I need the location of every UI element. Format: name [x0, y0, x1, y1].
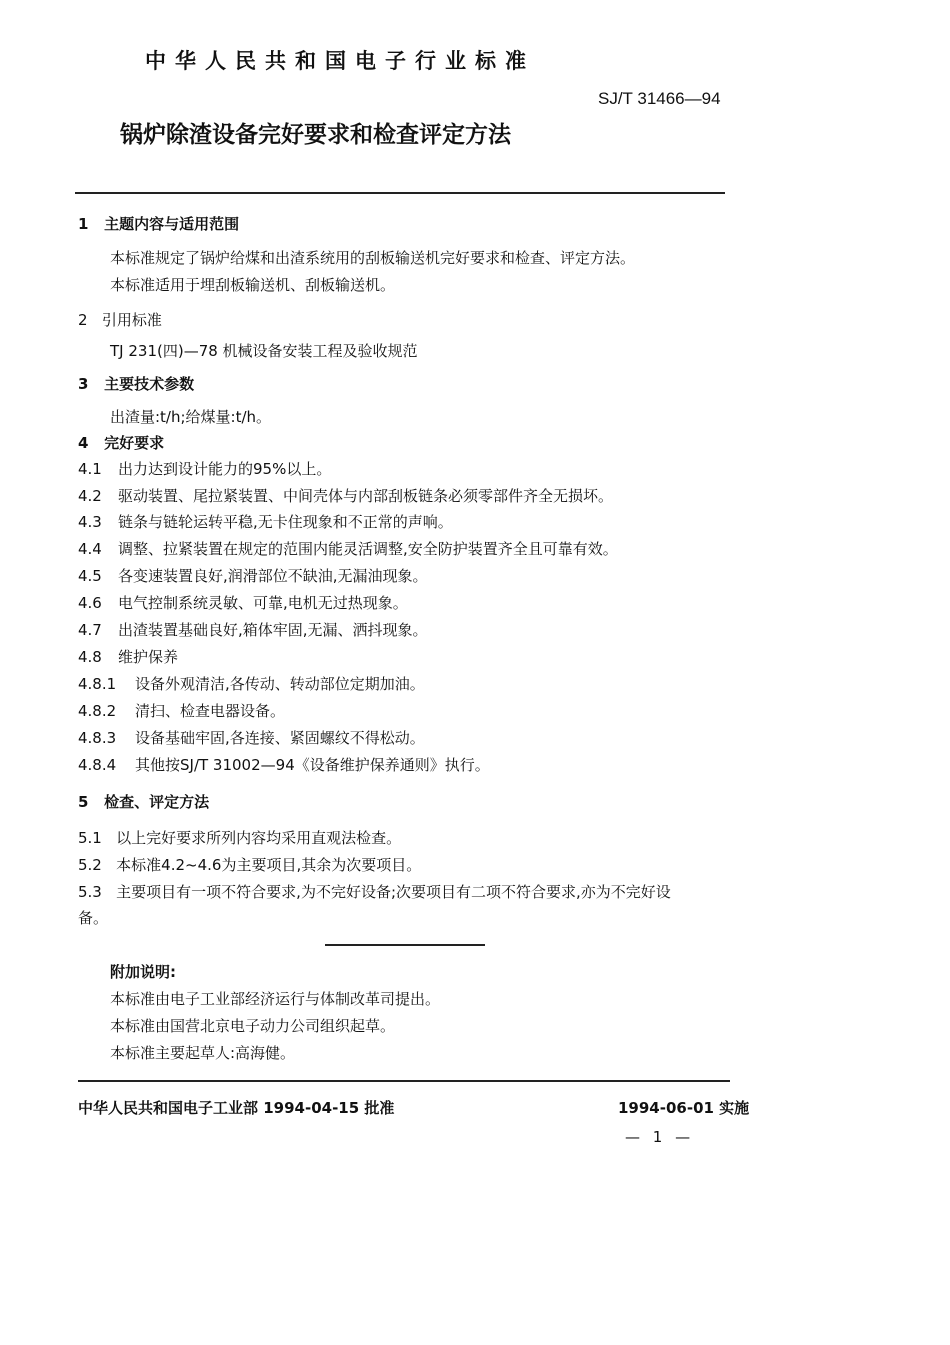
clause-text: 出渣装置基础良好,箱体牢固,无漏、洒抖现象。: [118, 621, 428, 639]
clause-5-3: 5.3 主要项目有一项不符合要求,为不完好设备;次要项目有二项不符合要求,亦为不完好设: [78, 883, 671, 901]
clause-text: 清扫、检查电器设备。: [135, 702, 286, 720]
appendix-line: 本标准主要起草人:高海健。: [110, 1044, 296, 1062]
clause-text: 各变速装置良好,润滑部位不缺油,无漏油现象。: [118, 567, 428, 585]
clause-number: 4.2: [78, 487, 102, 505]
approval-line: 中华人民共和国电子工业部 1994-04-15 批准: [78, 1099, 395, 1117]
section-4-heading: 4 完好要求: [78, 434, 165, 452]
clause-4-2: [78, 486, 613, 506]
clause-4-3: [78, 512, 453, 532]
paragraph: 出渣量:t/h;给煤量:t/h。: [110, 408, 272, 426]
clause-4-8: [78, 647, 178, 667]
clause-4-8-2: [78, 701, 285, 721]
clause-number: 4.7: [78, 621, 102, 639]
clause-4-7: [78, 620, 428, 640]
section-3-heading: 3 主要技术参数: [78, 375, 195, 393]
section-2-heading: 2 引用标准: [78, 311, 162, 329]
clause-4-4: [78, 539, 618, 559]
document-title: 锅炉除渣设备完好要求和检查评定方法: [120, 122, 511, 148]
clause-number: 4.6: [78, 594, 102, 612]
appendix-line: 本标准由电子工业部经济运行与体制改革司提出。: [110, 990, 441, 1008]
clause-4-5: [78, 566, 428, 586]
section-5-heading: 5 检查、评定方法: [78, 793, 210, 811]
clause-4-6: [78, 593, 408, 613]
paragraph: 本标准规定了锅炉给煤和出渣系统用的刮板输送机完好要求和检查、评定方法。: [110, 249, 636, 267]
clause-text: 设备基础牢固,各连接、紧固螺纹不得松动。: [135, 729, 425, 747]
clause-number: 4.8.4: [78, 756, 117, 774]
short-rule: [325, 944, 485, 946]
clause-number: 4.8: [78, 648, 102, 666]
top-rule: [75, 192, 725, 194]
clause-text: 设备外观清洁,各传动、转动部位定期加油。: [135, 675, 425, 693]
clause-number: 4.8.1: [78, 675, 117, 693]
footer-rule: [78, 1080, 730, 1082]
clause-number: 4.8.3: [78, 729, 117, 747]
clause-number: 4.3: [78, 513, 102, 531]
clause-text: 调整、拉紧装置在规定的范围内能灵活调整,安全防护装置齐全且可靠有效。: [118, 540, 618, 558]
clause-4-1: [78, 459, 331, 479]
clause-text: 其他按SJ/T 31002—94《设备维护保养通则》执行。: [135, 756, 490, 774]
clause-5-2: 5.2 本标准4.2~4.6为主要项目,其余为次要项目。: [78, 856, 422, 874]
clause-text: 驱动装置、尾拉紧装置、中间壳体与内部刮板链条必须零部件齐全无损坏。: [118, 487, 614, 505]
clause-4-8-3: [78, 728, 425, 748]
standard-code: SJ/T 31466—94: [598, 89, 721, 108]
clause-text: 维护保养: [118, 648, 179, 666]
clause-4-8-4: [78, 755, 490, 775]
effective-date: 1994-06-01 实施: [618, 1099, 750, 1117]
clause-4-8-1: [78, 674, 425, 694]
clause-5-3-continued: 备。: [78, 909, 109, 927]
appendix-heading: 附加说明:: [110, 963, 176, 981]
clause-number: 4.4: [78, 540, 102, 558]
clause-number: 4.1: [78, 460, 102, 478]
section-1-heading: 1 主题内容与适用范围: [78, 215, 240, 233]
clause-number: 4.8.2: [78, 702, 117, 720]
page-number: — 1 —: [625, 1128, 695, 1146]
appendix-line: 本标准由国营北京电子动力公司组织起草。: [110, 1017, 396, 1035]
clause-text: 链条与链轮运转平稳,无卡住现象和不正常的声响。: [118, 513, 453, 531]
clause-5-1: 5.1 以上完好要求所列内容均采用直观法检查。: [78, 829, 402, 847]
paragraph: 本标准适用于埋刮板输送机、刮板输送机。: [110, 276, 396, 294]
standard-header: 中华人民共和国电子行业标准: [145, 49, 535, 73]
clause-text: 出力达到设计能力的95%以上。: [118, 460, 332, 478]
clause-text: 电气控制系统灵敏、可靠,电机无过热现象。: [118, 594, 408, 612]
paragraph: TJ 231(四)—78 机械设备安装工程及验收规范: [110, 342, 418, 360]
clause-number: 4.5: [78, 567, 102, 585]
